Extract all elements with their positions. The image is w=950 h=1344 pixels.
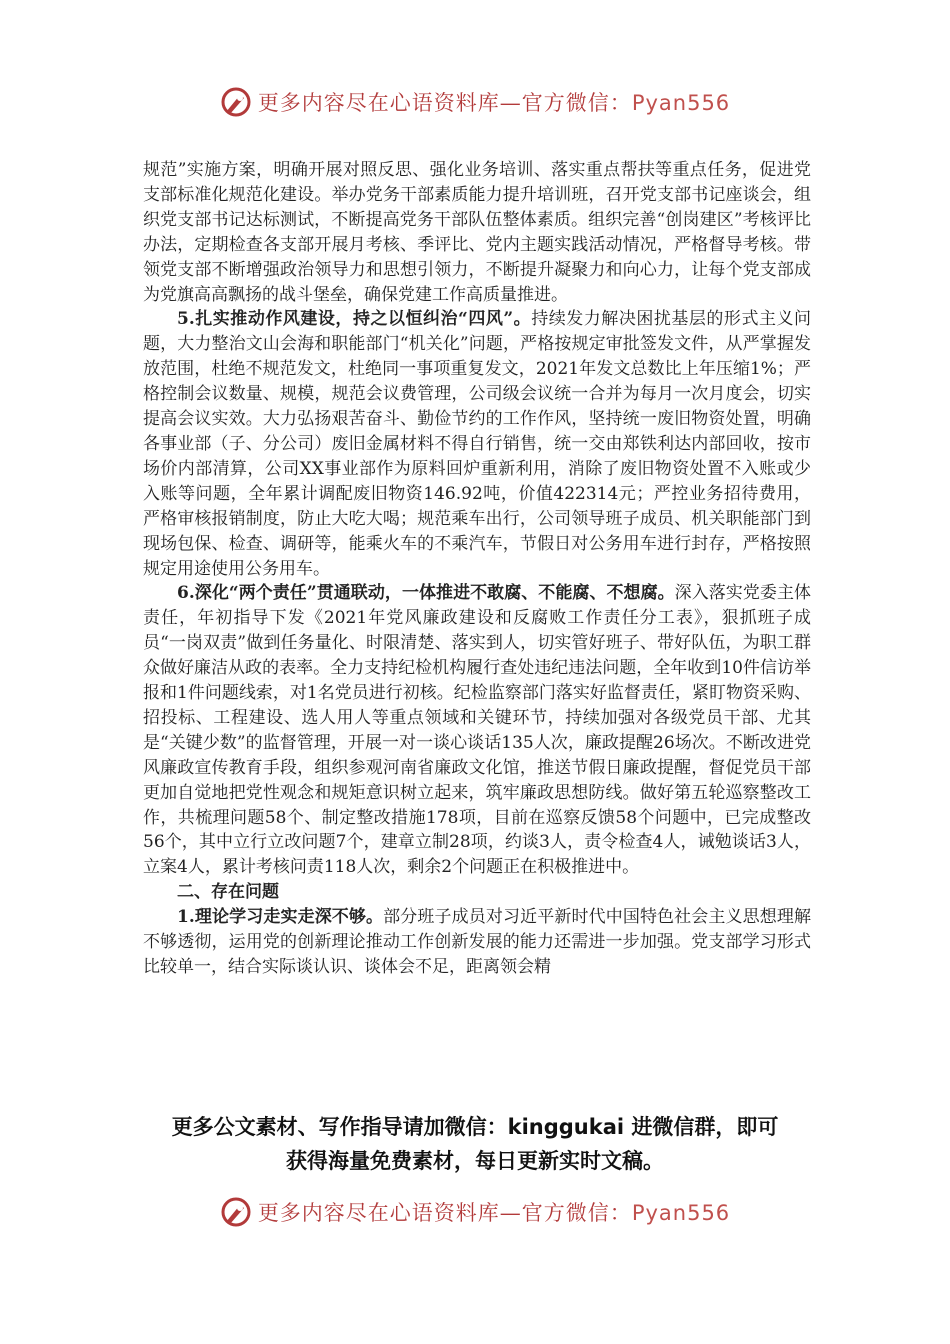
header-banner-label: 更多内容尽在心语资料库—官方微信： (257, 91, 632, 115)
footer-banner-label: 更多内容尽在心语资料库—官方微信： (257, 1201, 632, 1225)
problem-1-heading: 1.理论学习走实走深不够。 (177, 907, 384, 928)
document-body (143, 158, 811, 980)
promo-line-2: 获得海量免费素材，每日更新实时文稿。 (286, 1149, 664, 1173)
paragraph-5-text: 持续发力解决困扰基层的形式主义问题，大力整治文山会海和职能部门“机关化”问题，严格按规定审批签发文件，从严掌握发放范围，杜绝不规范发文，杜绝同一事项重复发文，2021年发文总数比上年压缩1%；严格控制会议数量、规模，规范会议费管理，公司级会议统一合并为每月一次月度会，切实提高会议实效。大力弘扬艰苦奋斗、勤俭节约的工作作风，坚持统一废旧物资处置，明确各事业部（子、分公司）废旧金属材料不得自行销售，统一交由郑铁利达内部回收，按市场价内部清算，公司XX事业部作为原料回炉重新利用，消除了废旧物资处置不入账或少入账等问题，全年累计调配废旧物资146.92吨，价值422314元；严控业务招待费用，严格审核报销制度，防止大吃大喝；规范乘车出行，公司领导班子成员、机关职能部门到现场包保、检查、调研等，能乘火车的不乘汽车，节假日对公务用车进行封存，严格按照规定用途使用公务用车。 (143, 309, 812, 579)
problem-1 (143, 905, 811, 980)
paragraph-6-heading: 6.深化“两个责任”贯通联动，一体推进不敢腐、不能腐、不想腐。 (177, 583, 675, 604)
footer-wechat-handle: Pyan556 (631, 1201, 731, 1225)
footer-banner (0, 1192, 950, 1232)
paragraph-5-heading: 5.扎实推动作风建设，持之以恒纠治“四风”。 (177, 309, 532, 330)
paragraph-6 (143, 581, 811, 880)
section-heading: 二、存在问题 (177, 882, 279, 903)
pen-logo-icon (220, 1196, 252, 1228)
promo-line-1: 更多公文素材、写作指导请加微信：kinggukai 进微信群，即可 (171, 1115, 779, 1139)
pen-logo-icon (220, 86, 252, 118)
footer-banner-text (258, 1197, 730, 1227)
paragraph-continued: 规范”实施方案，明确开展对照反思、强化业务培训、落实重点帮扶等重点任务，促进党支部标准化规范化建设。举办党务干部素质能力提升培训班，召开党支部书记座谈会，组织党支部书记达标测试，不断提高党务干部队伍整体素质。组织完善“创岗建区”考核评比办法，定期检查各支部开展月考核、季评比、党内主题实践活动情况，严格督导考核。带领党支部不断增强政治领导力和思想引领力，不断提升凝聚力和向心力，让每个党支部成为党旗高高飘扬的战斗堡垒，确保党建工作高质量推进。 (143, 160, 811, 305)
paragraph-5 (143, 307, 811, 581)
header-banner (0, 82, 950, 122)
header-wechat-handle: Pyan556 (631, 91, 731, 115)
paragraph-6-text: 深入落实党委主体责任，年初指导下发《2021年党风廉政建设和反腐败工作责任分工表》，狠抓班子成员“一岗双责”做到任务量化、时限清楚、落实到人，切实管好班子、带好队伍，为职工群众做好廉洁从政的表率。全力支持纪检机构履行查处违纪违法问题，全年收到10件信访举报和1件问题线索，对1名党员进行初核。纪检监察部门落实好监督责任，紧盯物资采购、招投标、工程建设、选人用人等重点领域和关键环节，持续加强对各级党员干部、尤其是“关键少数”的监督管理，开展一对一谈心谈话135人次，廉政提醒26场次。不断改进党风廉政宣传教育手段，组织参观河南省廉政文化馆，推送节假日廉政提醒，督促党员干部更加自觉地把党性观念和规矩意识树立起来，筑牢廉政思想防线。做好第五轮巡察整改工作，共梳理问题58个、制定整改措施178项，目前在巡察反馈58个问题中，已完成整改56个，其中立行立改问题7个，建章立制28项，约谈3人，责令检查4人，诫勉谈话3人，立案4人，累计考核问责118人次，剩余2个问题正在积极推进中。 (143, 583, 811, 878)
problem-1-text: 部分班子成员对习近平新时代中国特色社会主义思想理解不够透彻，运用党的创新理论推动工作创新发展的能力还需进一步加强。党支部学习形式比较单一，结合实际谈认识、谈体会不足，距离领会精 (143, 907, 812, 977)
promo-notice (0, 1110, 950, 1178)
header-banner-text (258, 87, 730, 117)
